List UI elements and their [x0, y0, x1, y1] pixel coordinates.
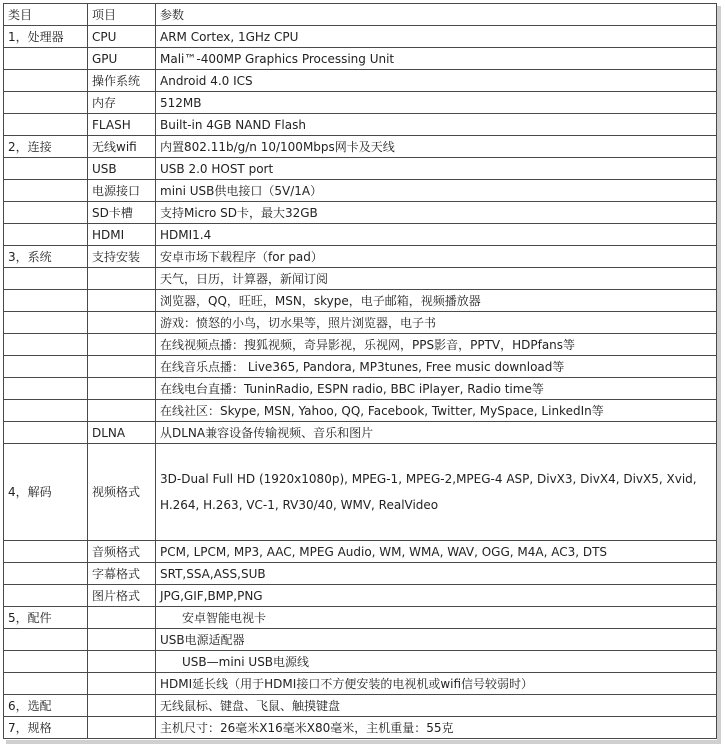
item-cell: [88, 629, 156, 651]
header-category: 类目: [4, 4, 88, 26]
item-cell: [88, 290, 156, 312]
category-cell: [4, 224, 88, 246]
table-shadow-bottom: [6, 740, 721, 744]
header-item: 项目: [88, 4, 156, 26]
table-row: [4, 92, 717, 114]
item-cell: DLNA: [88, 422, 156, 444]
value-cell: 512MB: [156, 92, 717, 114]
value-cell: JPG,GIF,BMP,PNG: [156, 585, 717, 607]
value-cell: PCM, LPCM, MP3, AAC, MPEG Audio, WM, WMA, WAV, OGG, M4A, AC3, DTS: [156, 541, 717, 563]
value-cell: HDMI延长线（用于HDMI接口不方便安装的电视机或wifi信号较弱时）: [156, 673, 717, 695]
category-cell: 1，处理器: [4, 26, 88, 48]
item-cell: [88, 695, 156, 717]
category-cell: [4, 312, 88, 334]
category-cell: [4, 563, 88, 585]
item-cell: 视频格式: [88, 444, 156, 541]
category-cell: [4, 651, 88, 673]
category-cell: [4, 629, 88, 651]
value-cell: mini USB供电接口（5V/1A）: [156, 180, 717, 202]
value-cell: 浏览器，QQ，旺旺，MSN，skype，电子邮箱，视频播放器: [156, 290, 717, 312]
item-cell: [88, 268, 156, 290]
category-cell: 4，解码: [4, 444, 88, 541]
category-cell: 7，规格: [4, 717, 88, 739]
table-row: [4, 136, 717, 158]
item-cell: CPU: [88, 26, 156, 48]
header-row: [4, 4, 717, 26]
table-row: [4, 378, 717, 400]
table-row: [4, 48, 717, 70]
category-cell: [4, 585, 88, 607]
table-row: [4, 70, 717, 92]
table-row: [4, 224, 717, 246]
value-cell: 在线电台直播：TuninRadio, ESPN radio, BBC iPlayer, Radio time等: [156, 378, 717, 400]
table-row: [4, 607, 717, 629]
table-row: [4, 541, 717, 563]
table-row: [4, 695, 717, 717]
item-cell: GPU: [88, 48, 156, 70]
item-cell: 支持安装: [88, 246, 156, 268]
category-cell: [4, 48, 88, 70]
item-cell: 无线wifi: [88, 136, 156, 158]
category-cell: 3，系统: [4, 246, 88, 268]
item-cell: 内存: [88, 92, 156, 114]
table-row: [4, 651, 717, 673]
value-cell: SRT,SSA,ASS,SUB: [156, 563, 717, 585]
table-row: [4, 246, 717, 268]
header-params: 参数: [156, 4, 717, 26]
table-row: [4, 334, 717, 356]
category-cell: [4, 422, 88, 444]
table-row: [4, 356, 717, 378]
category-cell: [4, 356, 88, 378]
category-cell: [4, 334, 88, 356]
category-cell: 2，连接: [4, 136, 88, 158]
table-row: [4, 563, 717, 585]
category-cell: [4, 541, 88, 563]
value-cell: 在线视频点播：搜狐视频，奇异影视，乐视网，PPS影音，PPTV，HDPfans等: [156, 334, 717, 356]
value-cell: 安卓市场下载程序（for pad）: [156, 246, 717, 268]
table-row: [4, 629, 717, 651]
category-cell: [4, 268, 88, 290]
value-cell: 无线鼠标、键盘、飞鼠、触摸键盘: [156, 695, 717, 717]
item-cell: [88, 312, 156, 334]
item-cell: FLASH: [88, 114, 156, 136]
category-cell: [4, 202, 88, 224]
item-cell: 电源接口: [88, 180, 156, 202]
table-row: [4, 114, 717, 136]
item-cell: [88, 334, 156, 356]
table-row: [4, 673, 717, 695]
category-cell: 5，配件: [4, 607, 88, 629]
table-row: [4, 400, 717, 422]
item-cell: [88, 356, 156, 378]
value-cell: 支持Micro SD卡，最大32GB: [156, 202, 717, 224]
table-row: [4, 26, 717, 48]
item-cell: USB: [88, 158, 156, 180]
value-cell: Mali™-400MP Graphics Processing Unit: [156, 48, 717, 70]
item-cell: 字幕格式: [88, 563, 156, 585]
item-cell: SD卡槽: [88, 202, 156, 224]
table-row: [4, 290, 717, 312]
category-cell: [4, 400, 88, 422]
item-cell: [88, 673, 156, 695]
table-shadow-right: [717, 6, 721, 744]
category-cell: [4, 378, 88, 400]
value-cell: USB电源适配器: [156, 629, 717, 651]
table-row: [4, 444, 717, 541]
table-row: [4, 717, 717, 739]
item-cell: 操作系统: [88, 70, 156, 92]
value-cell: ARM Cortex, 1GHz CPU: [156, 26, 717, 48]
table-row: [4, 312, 717, 334]
value-cell: Android 4.0 ICS: [156, 70, 717, 92]
table-row: [4, 180, 717, 202]
value-cell: 天气，日历，计算器，新闻订阅: [156, 268, 717, 290]
category-cell: [4, 673, 88, 695]
table-row: [4, 422, 717, 444]
category-cell: 6，选配: [4, 695, 88, 717]
category-cell: [4, 290, 88, 312]
item-cell: [88, 400, 156, 422]
value-cell: 内置802.11b/g/n 10/100Mbps网卡及天线: [156, 136, 717, 158]
category-cell: [4, 70, 88, 92]
item-cell: [88, 651, 156, 673]
value-cell: 安卓智能电视卡: [156, 607, 717, 629]
table-row: [4, 158, 717, 180]
value-cell: 从DLNA兼容设备传输视频、音乐和图片: [156, 422, 717, 444]
item-cell: [88, 717, 156, 739]
table-row: [4, 202, 717, 224]
value-cell: 主机尺寸：26毫米X16毫米X80毫米，主机重量：55克: [156, 717, 717, 739]
value-cell: 在线音乐点播： Live365, Pandora, MP3tunes, Free music download等: [156, 356, 717, 378]
category-cell: [4, 114, 88, 136]
table-row: [4, 585, 717, 607]
value-cell: 游戏：愤怒的小鸟，切水果等，照片浏览器，电子书: [156, 312, 717, 334]
item-cell: HDMI: [88, 224, 156, 246]
value-cell: Built-in 4GB NAND Flash: [156, 114, 717, 136]
item-cell: 音频格式: [88, 541, 156, 563]
category-cell: [4, 180, 88, 202]
category-cell: [4, 158, 88, 180]
value-cell: USB—mini USB电源线: [156, 651, 717, 673]
value-cell: 在线社区：Skype, MSN, Yahoo, QQ, Facebook, Twitter, MySpace, LinkedIn等: [156, 400, 717, 422]
spec-table: [3, 3, 717, 739]
table-row: [4, 268, 717, 290]
item-cell: 图片格式: [88, 585, 156, 607]
item-cell: [88, 378, 156, 400]
item-cell: [88, 607, 156, 629]
category-cell: [4, 92, 88, 114]
value-cell: HDMI1.4: [156, 224, 717, 246]
value-cell: USB 2.0 HOST port: [156, 158, 717, 180]
value-cell: 3D-Dual Full HD (1920x1080p), MPEG-1, MPEG-2,MPEG-4 ASP, DivX3, DivX4, DivX5, Xvid, H.264, H.263, VC-1, RV30/40, WMV, RealVideo: [156, 444, 717, 541]
